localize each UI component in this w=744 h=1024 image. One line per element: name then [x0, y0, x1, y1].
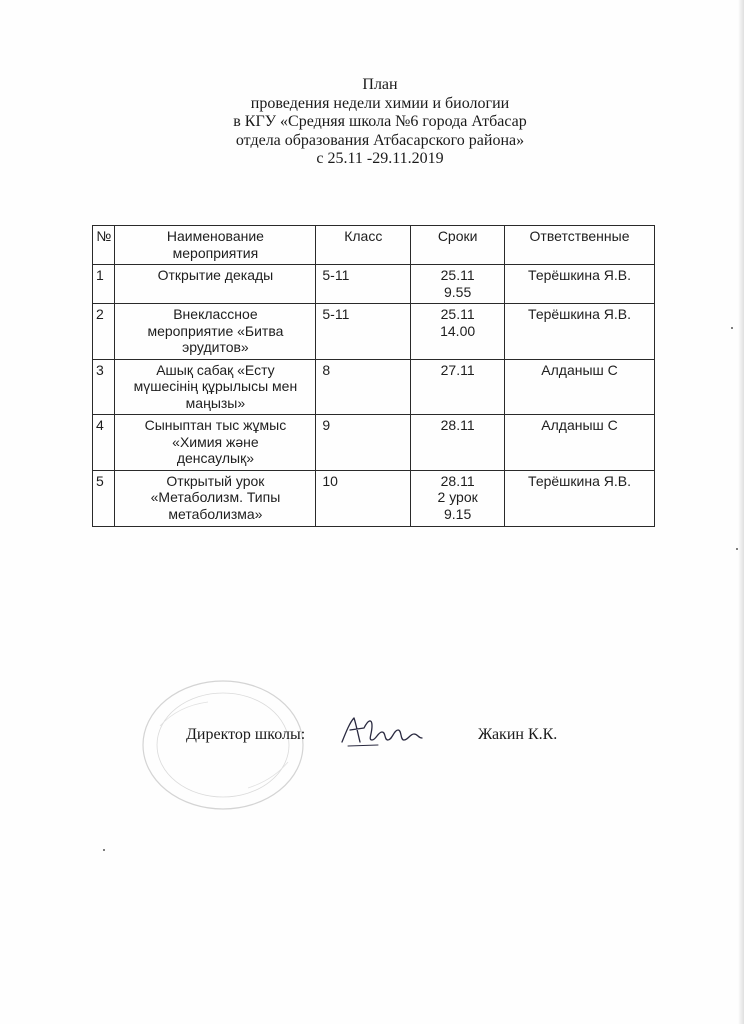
- row-name-line: эрудитов»: [182, 339, 249, 355]
- row-class: 10: [316, 470, 411, 526]
- heading-line-1: План: [362, 76, 398, 93]
- heading-line-5: с 25.11 -29.11.2019: [316, 150, 444, 167]
- row-name: [115, 304, 316, 360]
- row-date-line: 28.11: [440, 472, 475, 489]
- row-date: [411, 265, 505, 304]
- director-label: Директор школы:: [186, 726, 306, 743]
- table-row: [93, 470, 655, 526]
- row-date-line: 9.55: [444, 283, 472, 300]
- row-name-line: денсаулық»: [176, 450, 254, 466]
- scan-speck: [103, 849, 105, 851]
- row-name-line: мероприятие «Битва: [147, 322, 284, 339]
- row-name-line: «Химия және: [172, 433, 259, 450]
- row-date-line: 14.00: [440, 322, 476, 339]
- row-name-line: Ашық сабақ «Есту: [156, 361, 275, 378]
- row-resp: Терёшкина Я.В.: [505, 265, 655, 304]
- row-name-line: Открытый урок: [166, 472, 265, 489]
- stamp-icon: [138, 676, 308, 814]
- scan-speck: [736, 548, 738, 550]
- row-date: [411, 470, 505, 526]
- row-date-line: 28.11: [440, 417, 475, 433]
- row-resp: Алданыш С: [505, 415, 655, 471]
- row-name-line: Открытие декады: [157, 267, 274, 283]
- heading-line-2: проведения недели химии и биологии: [250, 94, 510, 112]
- scan-edge-shadow: [738, 0, 744, 1024]
- row-name: [115, 265, 316, 304]
- row-name: [115, 415, 316, 471]
- row-name-line: «Метаболизм. Типы: [150, 489, 281, 505]
- events-table: [92, 225, 655, 527]
- row-resp: Алданыш С: [505, 359, 655, 415]
- row-name: [115, 359, 316, 415]
- header-num: №: [93, 226, 115, 265]
- header-resp: Ответственные: [505, 226, 655, 265]
- table-header-row: [93, 226, 655, 265]
- row-num: 2: [93, 304, 115, 360]
- row-num: 4: [93, 415, 115, 471]
- header-name: [115, 226, 316, 265]
- heading-line-4: отдела образования Атбасарского района»: [235, 131, 525, 149]
- row-name-line: Сыныптан тыс жұмыс: [144, 417, 287, 433]
- signature-icon: [338, 712, 424, 752]
- row-date-line: 9.15: [444, 505, 472, 522]
- header-name-line-1: Наименование: [166, 228, 264, 244]
- scan-speck: [731, 327, 733, 329]
- row-class: 9: [316, 415, 411, 471]
- table-row: [93, 265, 655, 304]
- document-heading: [150, 76, 610, 169]
- row-name: [115, 470, 316, 526]
- heading-line-3: в КГУ «Средняя школа №6 города Атбасар: [233, 113, 527, 130]
- row-date-line: 2 урок: [437, 489, 478, 505]
- header-class: Класс: [316, 226, 411, 265]
- table-row: [93, 359, 655, 415]
- table-row: [93, 415, 655, 471]
- director-name: Жакин К.К.: [478, 726, 558, 743]
- table-row: [93, 304, 655, 360]
- row-date: [411, 304, 505, 360]
- row-date-line: 25.11: [440, 306, 475, 322]
- row-date: [411, 359, 505, 415]
- row-num: 5: [93, 470, 115, 526]
- header-date: Сроки: [411, 226, 505, 265]
- row-num: 3: [93, 359, 115, 415]
- row-class: 5-11: [316, 304, 411, 360]
- row-name-line: метаболизма»: [168, 505, 263, 522]
- row-num: 1: [93, 265, 115, 304]
- row-date-line: 27.11: [440, 361, 475, 378]
- header-name-line-2: мероприятия: [172, 244, 259, 261]
- row-resp: Терёшкина Я.В.: [505, 470, 655, 526]
- row-date-line: 25.11: [440, 267, 475, 283]
- row-resp: Терёшкина Я.В.: [505, 304, 655, 360]
- row-name-line: Внеклассное: [173, 306, 258, 322]
- row-class: 5-11: [316, 265, 411, 304]
- row-name-line: маңызы»: [185, 394, 246, 411]
- row-date: [411, 415, 505, 471]
- row-class: 8: [316, 359, 411, 415]
- row-name-line: мүшесінің құрылысы мен: [133, 378, 298, 394]
